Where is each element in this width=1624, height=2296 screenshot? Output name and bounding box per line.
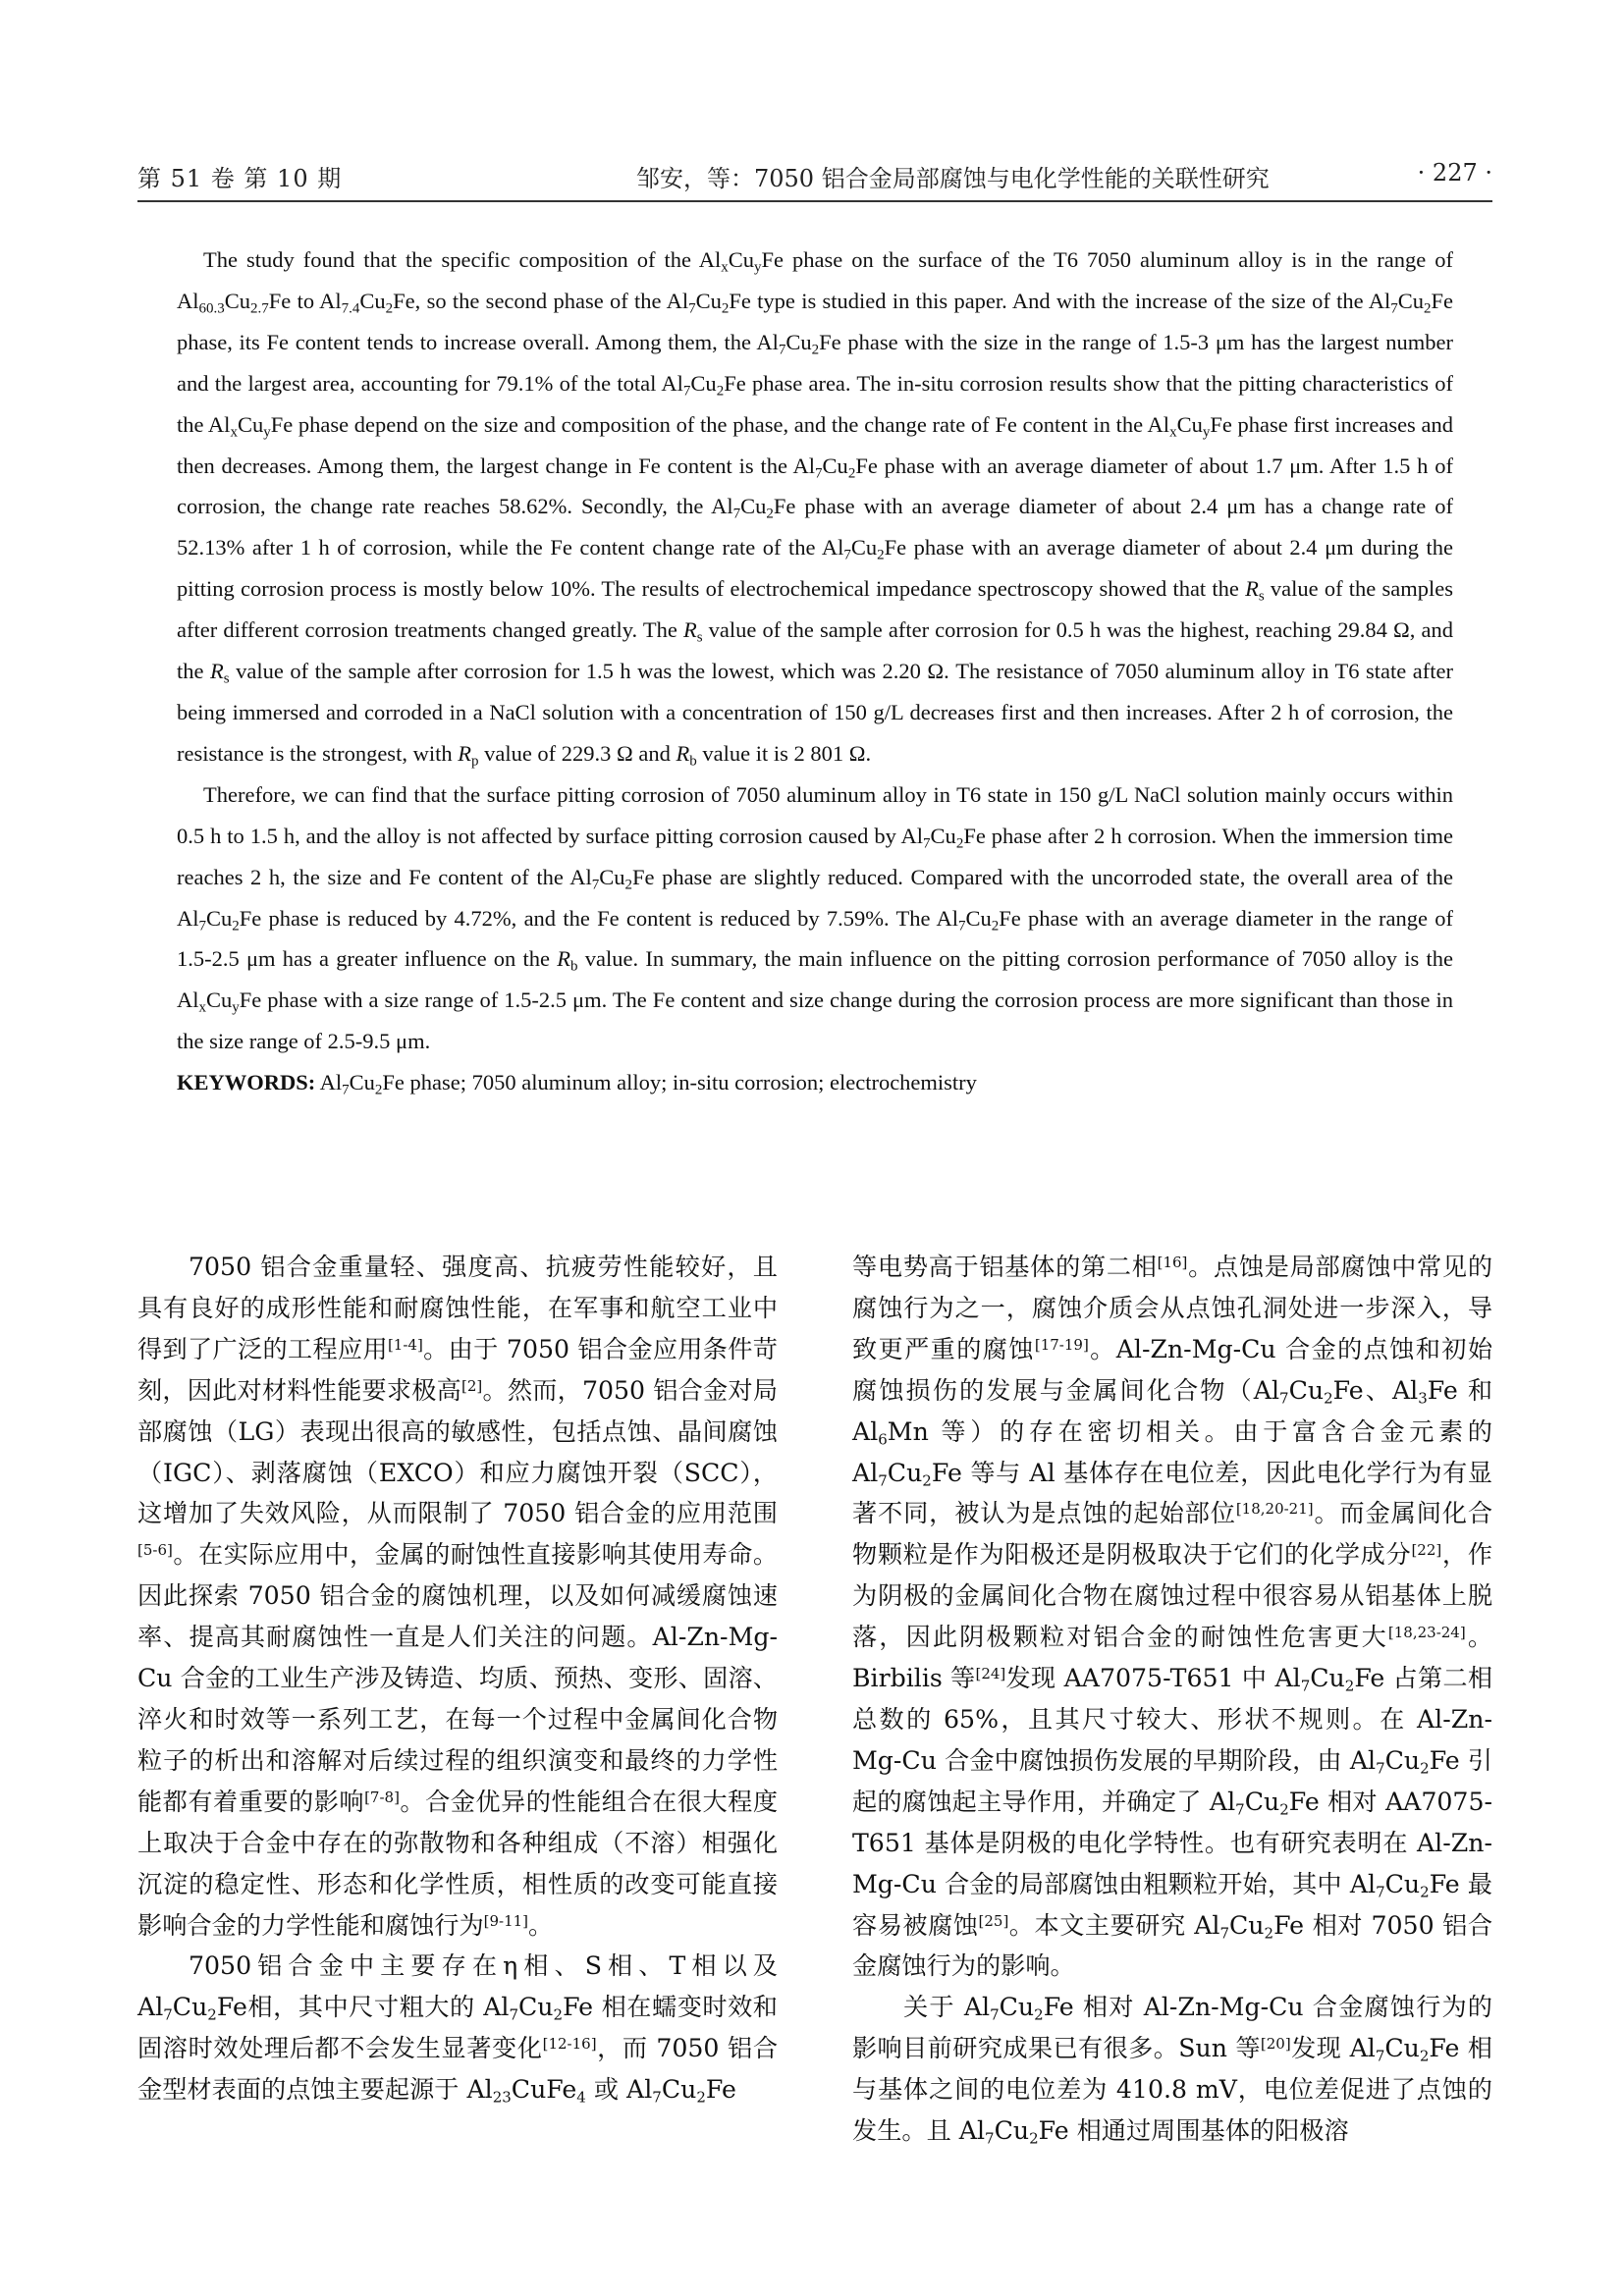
abstract-paragraph-1: The study found that the specific composition of the $Al_xCu_yFe$ phase on the surface of the T6 7050 aluminum alloy is in the range of $Al_{60.3}Cu_{2.7}Fe$ to $Al_{7.4}Cu_2Fe$, so the second phase of the $Al_7Cu_2Fe$ type is studied in this paper. And with the increase of the size of the $Al_7Cu_2Fe$ phase, its Fe content tends to increase overall. Among them, the $Al_7Cu_2Fe$ phase with the size in the range of 1.5-3 μm has the largest number and the largest area, accounting for 79.1% of the total $Al_7Cu_2Fe$ phase area. The in-situ corrosion results show that the pitting characteristics of the $Al_xCu_yFe$ phase depend on the size and composition of the phase, and the change rate of Fe content in the $Al_xCu_yFe$ phase first increases and then decreases. Among them, the largest change in Fe content is the $Al_7Cu_2Fe$ phase with an average diameter of about 1.7 μm. After 1.5 h of corrosion, the change rate reaches 58.62%. Secondly, the $Al_7Cu_2Fe$ phase with an average diameter of about 2.4 μm has a change rate of 52.13% after 1 h of corrosion, while the Fe content change rate of the $Al_7Cu_2Fe$ phase with an average diameter of about 2.4 μm during the pitting corrosion process is mostly below 10%. The results of electrochemical impedance spectroscopy showed that the $R_s$ value of the samples after different corrosion treatments changed greatly. The $R_s$ value of the sample after corrosion for 0.5 h was the highest, reaching 29.84 Ω, and the $R_s$ value of the sample after corrosion for 1.5 h was the lowest, which was 2.20 Ω. The resistance of 7050 aluminum alloy in T6 state after being immersed and corroded in a NaCl solution with a concentration of 150 g/L decreases first and then increases. After 2 h of corrosion, the resistance is the strongest, with $R_p$ value of 229.3 Ω and $R_b$ value it is 2 801 Ω. (177, 247, 1454, 770)
body-paragraph: 7050 铝合金重量轻、强度高、抗疲劳性能较好，且具有良好的成形性能和耐腐蚀性能，在军事和航空工业中得到了广泛的工程应用[1-4]。由于 7050 铝合金应用条件苛刻，因此对材料性能要求极高[2]。然而，7050 铝合金对局部腐蚀（LG）表现出很高的敏感性，包括点蚀、晶间腐蚀（IGC）、剥落腐蚀（EXCO）和应力腐蚀开裂（SCC），这增加了失效风险，从而限制了 7050 铝合金的应用范围[5-6]。在实际应用中，金属的耐蚀性直接影响其使用寿命。因此探索 7050 铝合金的腐蚀机理，以及如何减缓腐蚀速率、提高其耐腐蚀性一直是人们关注的问题。Al-Zn-Mg-Cu 合金的工业生产涉及铸造、均质、预热、变形、固溶、淬火和时效等一系列工艺，在每一个过程中金属间化合物粒子的析出和溶解对后续过程的组织演变和最终的力学性能都有着重要的影响[7-8]。合金优异的性能组合在很大程度上取决于合金中存在的弥散物和各种组成（不溶）相强化沉淀的稳定性、形态和化学性质，相性质的改变可能直接影响合金的力学性能和腐蚀行为[9-11]。 (137, 1253, 779, 1940)
body-paragraph: 7050铝合金中主要存在η相、S相、T相以及$Al_7Cu_2Fe$相，其中尺寸粗大的 $Al_7Cu_2Fe$ 相在蠕变时效和固溶时效处理后都不会发生显著变化[12-16]，而 7050 铝合金型材表面的点蚀主要起源于 $Al_{23}CuFe_4$ 或 $Al_7Cu_2Fe$ (137, 1951, 779, 2107)
body-paragraph: 等电势高于铝基体的第二相[16]。点蚀是局部腐蚀中常见的腐蚀行为之一，腐蚀介质会从点蚀孔洞处进一步深入，导致更严重的腐蚀[17-19]。Al-Zn-Mg-Cu 合金的点蚀和初始腐蚀损伤的发展与金属间化合物（$Al_7Cu_2Fe$、$Al_3Fe$ 和 $Al_6Mn$ 等）的存在密切相关。由于富含合金元素的 $Al_7Cu_2Fe$ 等与 Al 基体存在电位差，因此电化学行为有显著不同，被认为是点蚀的起始部位[18,20-21]。而金属间化合物颗粒是作为阳极还是阴极取决于它们的化学成分[22]，作为阴极的金属间化合物在腐蚀过程中很容易从铝基体上脱落，因此阴极颗粒对铝合金的耐蚀性危害更大[18,23-24]。Birbilis 等[24]发现 AA7075-T651 中 $Al_7Cu_2Fe$ 占第二相总数的 65%，且其尺寸较大、形状不规则。在 Al-Zn-Mg-Cu 合金中腐蚀损伤发展的早期阶段，由 $Al_7Cu_2Fe$ 引起的腐蚀起主导作用，并确定了 $Al_7Cu_2Fe$ 相对 AA7075-T651 基体是阴极的电化学特性。也有研究表明在 Al-Zn-Mg-Cu 合金的局部腐蚀由粗颗粒开始，其中 $Al_7Cu_2Fe$ 最容易被腐蚀[25]。本文主要研究 $Al_7Cu_2Fe$ 相对 7050 铝合金腐蚀行为的影响。 (852, 1253, 1493, 1981)
page-number: · 227 · (1417, 159, 1492, 187)
header-rule (137, 200, 1492, 202)
running-title: 邹安，等：7050 铝合金局部腐蚀与电化学性能的关联性研究 (636, 165, 1270, 192)
body-paragraph: 关于 $Al_7Cu_2Fe$ 相对 Al-Zn-Mg-Cu 合金腐蚀行为的影响目前研究成果已有很多。Sun 等[20]发现 $Al_7Cu_2Fe$ 相与基体之间的电位差为 410.8 mV，电位差促进了点蚀的发生。且 $Al_7Cu_2Fe$ 相通过周围基体的阳极溶 (852, 1993, 1492, 2148)
english-abstract (177, 240, 1453, 1103)
body-left-column (137, 1247, 778, 2110)
running-header (137, 157, 1492, 196)
keywords-line: KEYWORDS: $Al_7Cu_2Fe$ phase; 7050 aluminum alloy; in-situ corrosion; electrochemistry (177, 1070, 977, 1098)
body-right-column (852, 1247, 1492, 2152)
volume-issue: 第 51 卷 第 10 期 (137, 165, 343, 192)
keywords-label: KEYWORDS: (177, 1070, 316, 1095)
abstract-paragraph-2: Therefore, we can find that the surface pitting corrosion of 7050 aluminum alloy in T6 state in 150 g/L NaCl solution mainly occurs within 0.5 h to 1.5 h, and the alloy is not affected by surface pitting corrosion caused by $Al_7Cu_2Fe$ phase after 2 h corrosion. When the immersion time reaches 2 h, the size and Fe content of the $Al_7Cu_2Fe$ phase are slightly reduced. Compared with the uncorroded state, the overall area of the $Al_7Cu_2Fe$ phase is reduced by 4.72%, and the Fe content is reduced by 7.59%. The $Al_7Cu_2Fe$ phase with an average diameter in the range of 1.5-2.5 μm has a greater influence on the $R_b$ value. In summary, the main influence on the pitting corrosion performance of 7050 alloy is the $Al_xCu_yFe$ phase with a size range of 1.5-2.5 μm. The Fe content and size change during the corrosion process are more significant than those in the size range of 2.5-9.5 μm. (177, 781, 1454, 1054)
